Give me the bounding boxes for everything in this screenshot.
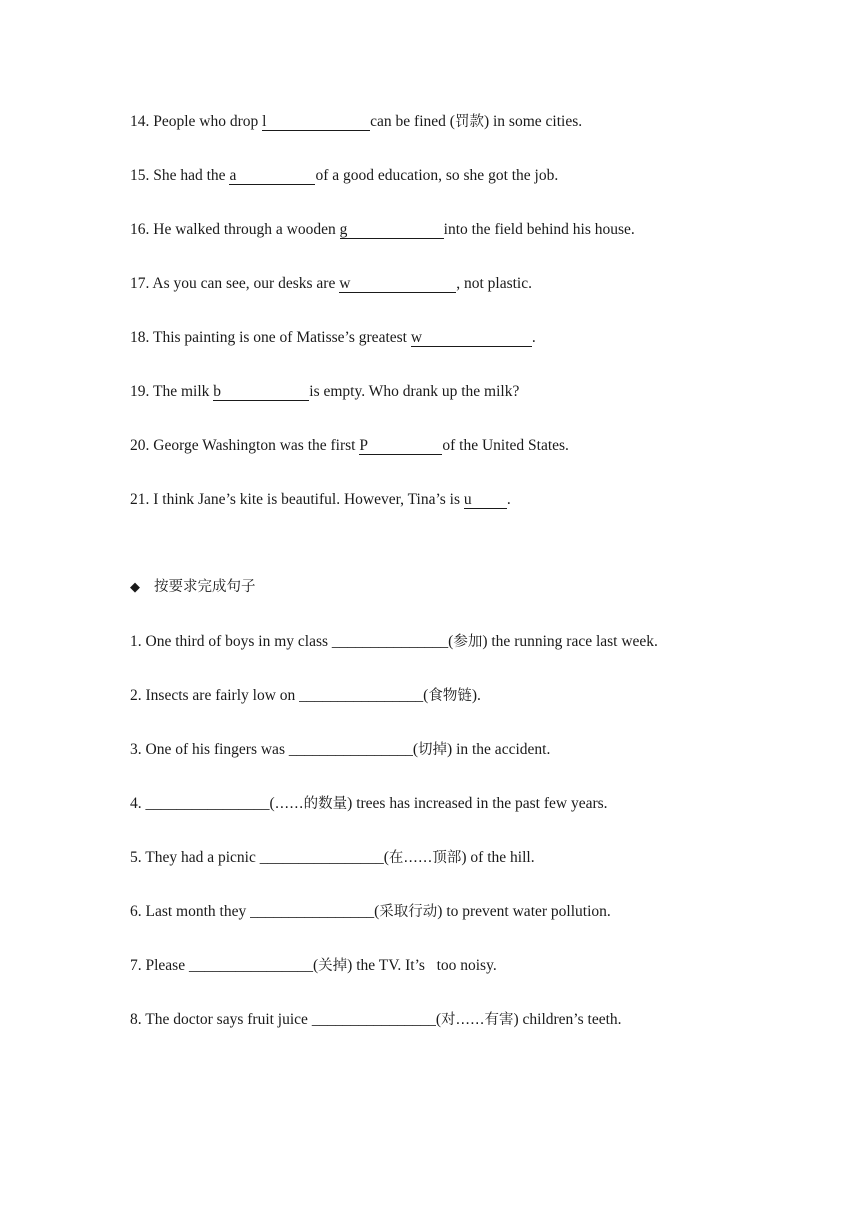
chinese-hint: 在……顶部 [388,850,462,866]
question-number: 17. [130,275,150,292]
sentence-2: 2. Insects are fairly low on ________________(食物链). [130,687,481,704]
sentence-text: ) in the accident. [447,741,551,758]
question-21 [130,490,511,510]
chinese-hint: 罚款 [454,114,484,130]
sentence-number: 4. [130,795,142,812]
question-text: He walked through a wooden [153,221,340,238]
chinese-hint: 关掉 [318,958,348,974]
question-number: 14. [130,113,150,130]
answer-blank[interactable]: _______________ [331,633,449,650]
question-text: People who drop [153,113,263,130]
sentence-number: 7. [130,957,142,974]
question-text: I think Jane’s kite is beautiful. However, Tina’s is [153,491,464,508]
question-number: 15. [130,167,150,184]
first-letter-hint: w [410,329,423,346]
question-number: 19. [130,383,150,400]
sentence-text: One of his fingers was [145,741,289,758]
chinese-hint: 采取行动 [379,904,438,920]
question-15 [130,166,558,186]
chinese-hint: 切掉 [418,742,448,758]
question-text: . [506,491,511,508]
sentence-text: The doctor says fruit juice [145,1011,312,1028]
sentence-text: Last month they [145,903,251,920]
question-text: George Washington was the first [153,437,360,454]
fill-blank[interactable] [464,491,507,509]
sentence-text: ) to prevent water pollution. [437,903,611,920]
answer-blank[interactable]: ________________ [145,795,270,812]
sentence-number: 8. [130,1011,142,1028]
question-text: As you can see, our desks are [152,275,340,292]
diamond-bullet-icon: ◆ [130,580,140,595]
sentence-text: One third of boys in my class [145,633,332,650]
answer-blank[interactable]: ________________ [259,849,384,866]
question-16 [130,220,635,240]
first-letter-hint: P [359,437,368,454]
question-17 [130,274,532,294]
question-19 [130,382,519,402]
question-number: 16. [130,221,150,238]
question-text: of the United States. [442,437,569,454]
chinese-hint: 食物链 [428,688,472,704]
fill-blank[interactable] [411,329,532,347]
sentence-text: ) of the hill. [461,849,535,866]
question-text: The milk [152,383,214,400]
fill-blank[interactable] [340,221,444,239]
sentence-number: 6. [130,903,142,920]
chinese-hint: 对……有害 [440,1012,514,1028]
sentence-7: 7. Please ________________(关掉) the TV. It’s too noisy. [130,957,497,974]
answer-blank[interactable]: ________________ [188,957,313,974]
fill-blank[interactable] [339,275,456,293]
question-text: She had the [153,167,230,184]
question-text: can be fined ( [370,113,455,130]
answer-blank[interactable]: ________________ [250,903,375,920]
sentence-text: ). [471,687,481,704]
section-title: 按要求完成句子 [154,579,256,595]
question-text: ) in some cities. [483,113,583,130]
sentence-text: ) the TV. It’s too noisy. [347,957,497,974]
question-text: into the field behind his house. [443,221,635,238]
sentence-number: 2. [130,687,142,704]
first-letter-hint: w [339,275,351,292]
question-number: 18. [130,329,150,346]
first-letter-hint: l [262,113,267,130]
sentence-text: ) trees has increased in the past few years. [347,795,608,812]
sentence-number: 3. [130,741,142,758]
first-letter-hint: u [463,491,472,508]
section-heading [130,577,256,598]
question-14 [130,112,582,132]
sentence-text: ) the running race last week. [482,633,658,650]
sentence-3: 3. One of his fingers was ________________(切掉) in the accident. [130,741,551,758]
chinese-hint: 参加 [453,634,483,650]
fill-blank[interactable] [229,167,315,185]
answer-blank[interactable]: ________________ [288,741,413,758]
chinese-hint: ……的数量 [274,796,348,812]
fill-blank[interactable] [359,437,442,455]
sentence-text: They had a picnic [145,849,260,866]
question-text: . [531,329,536,346]
sentence-4: 4. ________________(……的数量) trees has increased in the past few years. [130,795,608,812]
question-text: of a good education, so she got the job. [315,167,559,184]
sentence-1: 1. One third of boys in my class _______________(参加) the running race last week. [130,633,658,650]
question-text: is empty. Who drank up the milk? [309,383,520,400]
sentence-8: 8. The doctor says fruit juice ________________(对……有害) children’s teeth. [130,1011,622,1028]
question-20 [130,436,569,456]
fill-blank[interactable] [213,383,309,401]
question-number: 20. [130,437,150,454]
question-text: , not plastic. [456,275,532,292]
sentence-text: Please [145,957,189,974]
answer-blank[interactable]: ________________ [299,687,424,704]
sentence-number: 1. [130,633,142,650]
sentence-text: Insects are fairly low on [145,687,300,704]
question-number: 21. [130,491,150,508]
answer-blank[interactable]: ________________ [311,1011,436,1028]
sentence-6: 6. Last month they ________________(采取行动) to prevent water pollution. [130,903,611,920]
sentence-text: ) children’s teeth. [513,1011,622,1028]
sentence-number: 5. [130,849,142,866]
first-letter-hint: g [339,221,348,238]
question-18 [130,328,536,348]
fill-blank[interactable] [262,113,370,131]
first-letter-hint: b [213,383,222,400]
sentence-5: 5. They had a picnic ________________(在……顶部) of the hill. [130,849,535,866]
question-text: This painting is one of Matisse’s greatest [152,329,411,346]
first-letter-hint: a [229,167,237,184]
